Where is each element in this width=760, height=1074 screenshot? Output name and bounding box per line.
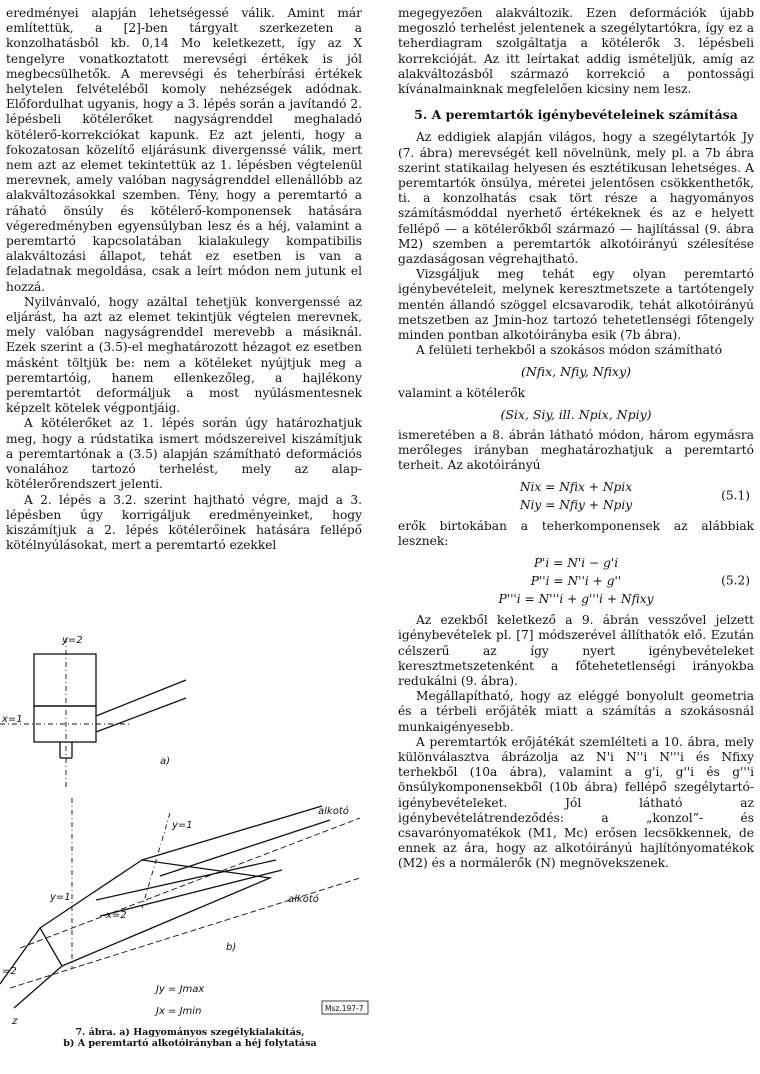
left-paragraph-1: eredményei alapján lehetségessé válik. Amint már említettük, a [2]-ben tárgyalt szerkezeten a konzolhatásból kb. 0,14 Mo keletkezett, így az X tengelyre vonatkoztatott merevségi értékek is jól megbecsülhetők. A merevségi és teherbírási értékek helytelen felvételéből komoly nehézségek adódnak. Előfordulhat ugyanis, hogy a 3. lépés során a javítandó 2. lépésbeli kötélerőket nagyságrenddel meghaladó kötélerő-korrekciókat kapunk. Ez azt jelenti, hogy a fokozatosan közelítő eljárásunk divergenssé válik, mert nem azt az elemet tekintettük az 1. lépésben végtelenül merevnek, amely valóban nagyságrenddel ellenállóbb az alakváltozásokkal szemben. Tény, hogy a peremtartó a ráható önsúly és kötélerő-komponensek hatására végeredményben egyensúlyban lesz és a héj, valamint a peremtartó kapcsolatában kialakulegy kompatibilis alakváltozási állapot, tehát ez esetben is van a feladatnak megoldása, csak a leírt módon nem jutunk el hozzá. [6, 6, 362, 294]
shell-edge-a [96, 698, 186, 732]
generatrix-line [20, 818, 360, 948]
label-eq2: =2 [2, 966, 17, 977]
right-column [398, 6, 754, 872]
right-paragraph-2: Vizsgáljuk meg tehát egy olyan peremtartó igénybevételeit, melynek keresztmetszete a tartótengely mentén állandó szöggel elcsavarodik, tehát alkotóirányú metszetben az Jmin-hoz tartozó tehetetlenségi főtengely minden pontban alkotóirányba esik (7b ábra). [398, 267, 754, 343]
equation-5-2-line-1: P'i = N'i − g'i [533, 555, 619, 570]
shell-edge-a [96, 680, 186, 716]
right-intro-paragraph: megegyezően alakváltozik. Ezen deformációk újabb megoszló terhelést jelentenek a szegélytartókra, így ez a teherdiagram szolgáltatja a kötélerők 3. lépésbeli korrekcióját. Az itt leírtakat addig ismételjük, amíg az alakváltozásból származó korrekció a pontossági kívánalmainknak megfelelően kicsiny nem lesz. [398, 6, 754, 97]
equation-5-2-line-2: P''i = N''i + g'' [530, 573, 622, 588]
label-y1-b: y=1 [50, 892, 71, 903]
right-paragraph-9: A peremtartók erőjátékát szemlélteti a 10. ábra, mely különválasztva ábrázolja az N'i N''i N'''i és Nfixy terhekből (10a ábra), valamint a g'i, g''i és g'''i önsúlykomponensekből (10b ábra) fellépő szegélytartó-igénybevételeket. Jól látható az igénybevételátrendeződés: a „konzol”- és csavarónyomatékok (M1, Mc) erősen lecsökkennek, de ennek az ára, hogy az alkotóirányú hajlítónyomatékok (M2) és a normálerők (N) megnövekszenek. [398, 734, 754, 871]
label-alkoto-2: alkotó [288, 894, 319, 905]
label-y1: y=1 [172, 820, 193, 831]
right-paragraph-7: Az ezekből keletkező a 9. ábrán vesszővel jelzett igénybevételek pl. [7] módszerével állíthatók elő. Ezután célszerű az így nyert igénybevételeket keresztmetszetenként a főtehetetlenségi irányokba redukálni (9. ábra). [398, 613, 754, 688]
label-x2: x=2 [106, 910, 127, 921]
right-paragraph-4: valamint a kötélerők [398, 385, 526, 400]
label-b: b) [226, 942, 237, 953]
right-paragraph-1: Az eddigiek alapján világos, hogy a szegélytartók Jy (7. ábra) merevségét kell növelnünk, mely pl. a 7b ábra szerint statikailag helyesen és esztétikusan lehetséges. A peremtartók önsúlya, méretei jelentősen csökkenthetők, ti. a konzolhatás csak tört része a hagyományos számításmóddal nyerhető értékeknek és az e helyett fellépő — a kötélerőkből származó — hajlítással (9. ábra M2) szemben a peremtartók alkotóirányú szélesítése gazdaságosan végrehajtható. [398, 130, 754, 267]
edge-line-b [14, 966, 62, 1008]
label-x1: x=1 [2, 714, 23, 725]
label-y2-top: y=2 [62, 635, 83, 646]
figure-caption-line-2: b) A peremtartó alkotóirányban a héj folytatása [63, 1038, 317, 1049]
left-paragraph-4: A 2. lépés a 3.2. szerint hajtható végre, majd a 3. lépésben úgy korrigáljuk eredményeinket, hogy kiszámítjuk a 2. lépés kötélerőinek hatására fellépő kötélnyúlásokat, mert a peremtartó ezekkel [6, 492, 362, 553]
equation-5-1-line-2: Niy = Nfiy + Npiy [519, 497, 633, 512]
figure-stamp: Msz.197-7 [325, 1004, 364, 1013]
left-column [6, 6, 362, 553]
formula-surface-loads: (Nfix, Nfiy, Nfixy) [520, 364, 632, 380]
equation-5-2-line-3: P'''i = N'''i + g'''i + Nfixy [498, 591, 654, 606]
equation-5-2 [398, 556, 754, 608]
figure-caption-line-1: 7. ábra. a) Hagyományos szegélykialakítás, [75, 1027, 305, 1038]
right-paragraph-8: Megállapítható, hogy az eléggé bonyolult geometria és a térbeli erőjáték miatt a számítás a szokásosnál munkaigényesebb. [398, 689, 754, 734]
label-a: a) [160, 756, 171, 767]
equation-number: (5.1) [721, 488, 750, 503]
figure-7 [0, 628, 372, 1074]
equation-number: (5.2) [721, 573, 750, 588]
equation-5-1-line-1: Nix = Nfix + Npix [519, 479, 633, 494]
equation-5-1 [398, 480, 754, 513]
figure-7-drawing [0, 628, 372, 1028]
label-jy: Jy = Jmax [156, 984, 205, 995]
formula-cable-forces: (Six, Siy, ill. Npix, Npiy) [500, 406, 652, 422]
right-paragraph-5: ismeretében a 8. ábrán látható módon, három egymásra merőleges irányban meghatározhatjuk a peremtartó terheit. Az akotóirányú [398, 428, 754, 473]
section-heading: 5. A peremtartók igénybevételeinek számítása [414, 107, 738, 123]
label-z: z [12, 1016, 18, 1027]
left-paragraph-3: A kötélerőket az 1. lépés során úgy határozhatjuk meg, hogy a rúdstatika ismert módszereivel kiszámítjuk a peremtartónak a (3.5) alapján számítható deformációs vonalához tartozó terhelést, mely az alap-kötélerőrendszert jelenti. [6, 416, 362, 492]
right-paragraph-3: A felületi terhekből a szokásos módon számítható [416, 343, 723, 358]
edge-beam-section-a [34, 654, 96, 706]
right-paragraph-6: erők birtokában a teherkomponensek az alábbiak lesznek: [398, 519, 754, 549]
figure-7-caption [40, 1027, 340, 1049]
label-jx: Jx = Jmin [156, 1006, 202, 1017]
left-paragraph-2: Nyilvánvaló, hogy azáltal tehetjük konvergenssé az eljárást, ha azt az elemet tekintjük végtelen merevnek, mely valóban nagyságrenddel merevebb a másiknál. Ezek szerint a (3.5)-el meghatározott hézagot ez esetben másként töltjük be: nem a kötéleket nyújtjuk meg a peremtartóig, hanem ellenkezőleg, a hajlékony peremtartót deformáljuk a most nyúlásmentesnek képzelt kötelek végpontjáig. [6, 294, 362, 416]
label-alkoto-1: alkotó [318, 806, 349, 817]
